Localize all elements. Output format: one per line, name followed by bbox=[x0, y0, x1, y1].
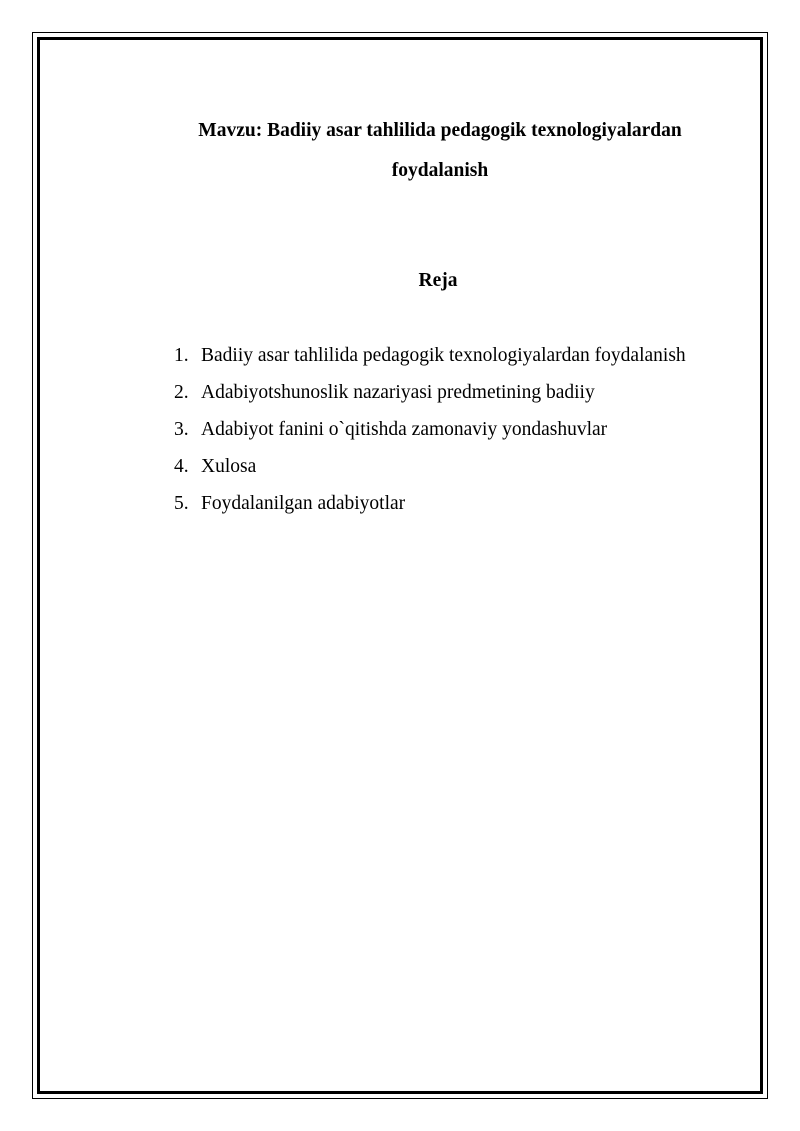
plan-item-text: Badiiy asar tahlilida pedagogik texnologiyalardan foydalanish bbox=[201, 345, 686, 366]
plan-item-number: 3. bbox=[174, 419, 189, 440]
plan-item bbox=[174, 374, 724, 411]
plan-item-number: 2. bbox=[174, 382, 189, 403]
plan-item bbox=[174, 337, 724, 374]
plan-item-number: 1. bbox=[174, 345, 189, 366]
page-border-inner bbox=[37, 37, 763, 1094]
plan-item bbox=[174, 411, 724, 448]
plan-item bbox=[174, 485, 724, 522]
document-title-line2: foydalanish bbox=[391, 160, 489, 181]
plan-item-number: 4. bbox=[174, 456, 189, 477]
plan-item-text: Xulosa bbox=[201, 456, 257, 477]
document-title-line1: Mavzu: Badiiy asar tahlilida pedagogik texnologiyalardan bbox=[198, 120, 682, 141]
plan-heading: Reja bbox=[418, 270, 458, 291]
plan-item-number: 5. bbox=[174, 493, 189, 514]
plan-item-text: Foydalanilgan adabiyotlar bbox=[201, 493, 406, 514]
plan-item bbox=[174, 448, 724, 485]
plan-item-text: Adabiyot fanini o`qitishda zamonaviy yondashuvlar bbox=[201, 419, 608, 440]
plan-item-text: Adabiyotshunoslik nazariyasi predmetining badiiy bbox=[201, 382, 595, 403]
plan-list bbox=[174, 337, 724, 522]
document-title bbox=[140, 111, 740, 191]
